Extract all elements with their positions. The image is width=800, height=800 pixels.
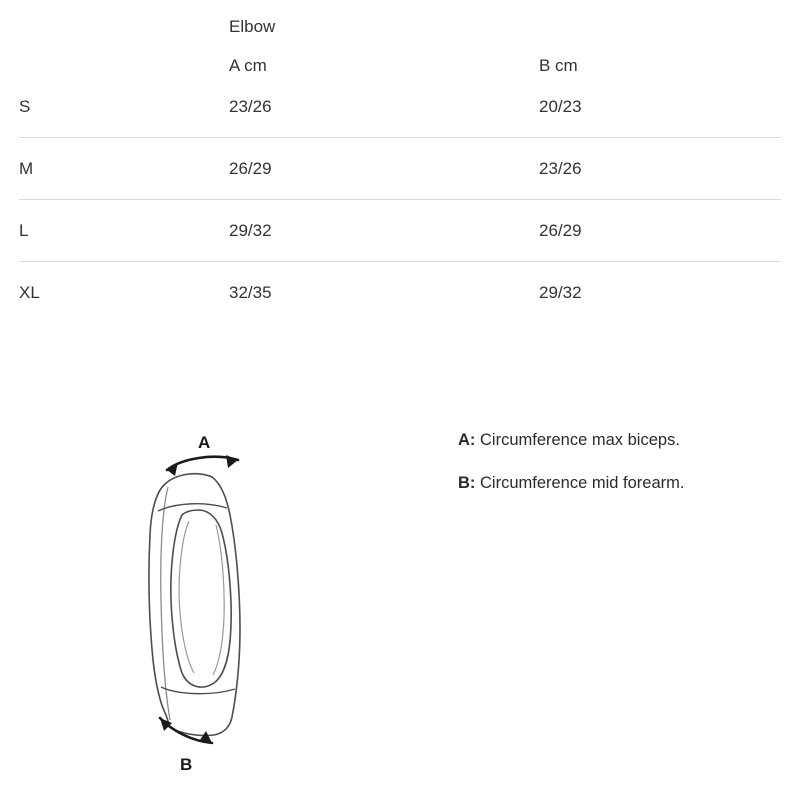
cell-size: L [19, 200, 229, 262]
legend-text-b: Circumference mid forearm. [475, 474, 685, 493]
table-row [19, 138, 781, 200]
column-header-a: A cm [229, 56, 267, 75]
cell-a: 26/29 [229, 138, 539, 200]
legend-item-b [458, 473, 778, 494]
table-title-spacer-2 [539, 0, 781, 56]
cell-b: 23/26 [539, 138, 781, 200]
elbow-guard-diagram [120, 415, 400, 775]
legend-key-b: B: [458, 474, 476, 493]
table-title-row [19, 0, 781, 56]
cell-a: 23/26 [229, 76, 539, 138]
cell-size: XL [19, 282, 40, 302]
cell-a: 29/32 [229, 200, 539, 262]
table-header-row [19, 56, 781, 76]
table-row [19, 262, 781, 324]
cell-b: 29/32 [539, 282, 582, 302]
column-header-size [19, 56, 229, 76]
table-title-spacer [19, 0, 229, 56]
legend-key-a: A: [458, 431, 476, 449]
table-row [19, 76, 781, 138]
legend-text-a: Circumference max biceps. [475, 431, 680, 449]
column-header-b: B cm [539, 56, 578, 75]
cell-b: 20/23 [539, 76, 781, 138]
page-title: Elbow [229, 17, 276, 36]
cell-a: 32/35 [229, 282, 272, 302]
size-table [19, 0, 781, 323]
measurement-legend [458, 430, 778, 517]
cell-size: M [19, 138, 229, 200]
lower-section [0, 400, 800, 800]
diagram-label-a: A [198, 433, 211, 452]
cell-b: 26/29 [539, 200, 781, 262]
legend-item-a [458, 430, 778, 451]
cell-size: S [19, 76, 229, 138]
diagram-label-b: B [180, 755, 193, 774]
table-row [19, 200, 781, 262]
